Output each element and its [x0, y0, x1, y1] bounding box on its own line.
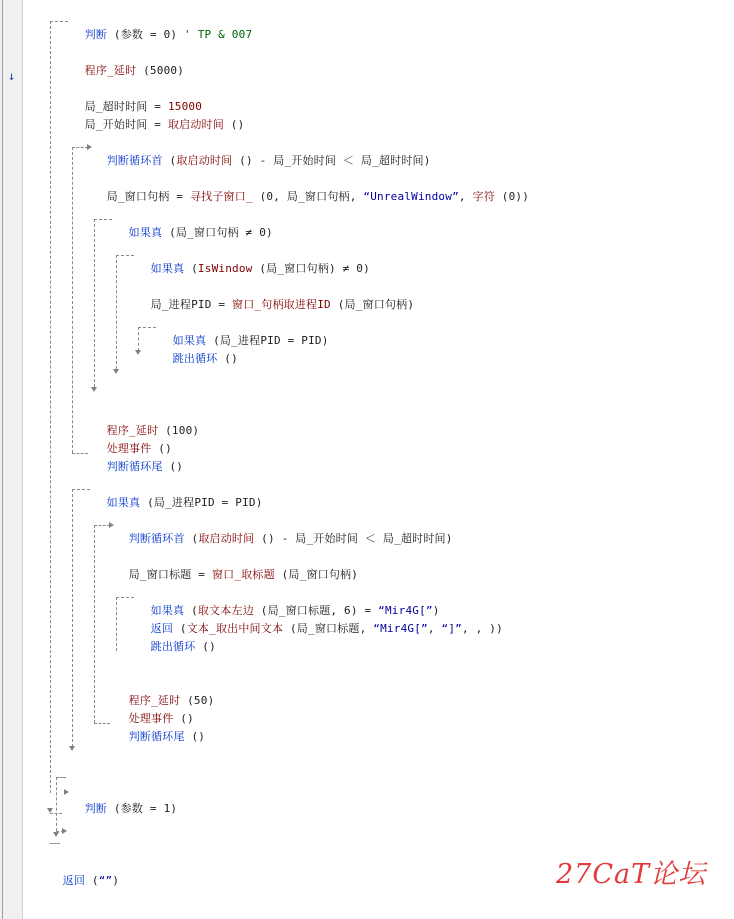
code-line-process-events[interactable]: [115, 698, 194, 725]
code-line-timeout-assign[interactable]: [71, 86, 203, 113]
keyword: 判断循环尾: [106, 460, 163, 473]
code-line-if-pid-match[interactable]: [159, 320, 329, 347]
code-line-if-param-0[interactable]: [71, 14, 253, 41]
code-line-if-handle-nonzero[interactable]: [115, 212, 273, 239]
function-name: 取文本左边: [197, 604, 254, 617]
code-line-loop-head[interactable]: [115, 518, 453, 545]
function-name: 处理事件: [106, 442, 152, 455]
variable: 局_超时时间 =: [84, 100, 168, 113]
string-literal: “Mir4G[”: [378, 604, 433, 617]
keyword: 判断: [84, 28, 108, 41]
function-name: 窗口_句柄取进程ID: [232, 298, 331, 311]
triangle-down-icon[interactable]: [91, 387, 97, 392]
code-line-process-events[interactable]: [93, 428, 172, 455]
code-text: , , )): [462, 622, 503, 635]
code-text: () - 局_开始时间 ＜ 局_超时时间): [254, 532, 453, 545]
function-name: 文本_取出中间文本: [186, 622, 284, 635]
keyword: 如果真: [150, 604, 185, 617]
code-line-if-param-1[interactable]: [71, 788, 178, 815]
keyword: 判断循环尾: [128, 730, 185, 743]
code-text: (5000): [136, 64, 185, 77]
keyword: 如果真: [106, 496, 141, 509]
triangle-down-icon[interactable]: [47, 808, 53, 813]
watermark-logo: 27CaT论坛: [556, 859, 707, 890]
keyword: 跳出循环: [150, 640, 196, 653]
code-text: (参数 = 1): [107, 802, 178, 815]
keyword: 如果真: [150, 262, 185, 275]
code-text: ): [112, 874, 120, 887]
code-text: (0, 局_窗口句柄,: [252, 190, 364, 203]
code-text: (: [184, 262, 198, 275]
code-text: (: [173, 622, 187, 635]
triangle-down-icon[interactable]: [53, 832, 59, 837]
code-text: (: [184, 532, 199, 545]
function-name: 程序_延时: [84, 64, 137, 77]
code-text: () - 局_开始时间 ＜ 局_超时时间): [232, 154, 431, 167]
function-name: 程序_延时: [106, 424, 159, 437]
comment: ' TP & 007: [184, 28, 253, 41]
triangle-right-icon[interactable]: [87, 144, 92, 150]
keyword: 返回: [62, 874, 86, 887]
function-name: 处理事件: [128, 712, 174, 725]
keyword: 如果真: [128, 226, 163, 239]
triangle-right-icon[interactable]: [109, 522, 114, 528]
code-line-get-title[interactable]: [115, 554, 359, 581]
down-arrow-icon[interactable]: ↓: [8, 69, 16, 83]
string-literal: “]”: [441, 622, 462, 635]
string-literal: “UnrealWindow”: [363, 190, 459, 203]
code-text: (): [173, 712, 194, 725]
code-line-start-time-assign[interactable]: [71, 104, 245, 131]
code-text: (局_进程PID = PID): [206, 334, 329, 347]
code-line-loop-tail[interactable]: [93, 446, 184, 473]
code-text: (局_窗口句柄 ≠ 0): [162, 226, 273, 239]
code-text: (参数 = 0): [107, 28, 185, 41]
triangle-down-icon[interactable]: [113, 369, 119, 374]
code-text: (局_窗口标题, 6) =: [253, 604, 379, 617]
code-line-delay-5000[interactable]: [71, 50, 185, 77]
code-line-return-empty[interactable]: [49, 860, 120, 887]
string-literal: “Mir4G[”: [373, 622, 428, 635]
triangle-right-icon[interactable]: [62, 828, 67, 834]
code-text: (局_窗口句柄): [274, 568, 359, 581]
code-text: (): [151, 442, 172, 455]
code-text: ): [432, 604, 440, 617]
code-text: (: [162, 154, 177, 167]
code-line-break-loop[interactable]: [159, 338, 238, 365]
code-text: (): [184, 730, 206, 743]
function-name: 取启动时间: [167, 118, 224, 131]
keyword: 如果真: [172, 334, 207, 347]
code-text: (100): [158, 424, 200, 437]
code-text: (): [162, 460, 184, 473]
keyword: 跳出循环: [172, 352, 218, 365]
code-line-loop-head[interactable]: [93, 140, 431, 167]
code-line-break-loop[interactable]: [137, 626, 216, 653]
code-text: (: [85, 874, 99, 887]
code-text: ,: [427, 622, 442, 635]
keyword: 返回: [150, 622, 174, 635]
code-line-loop-tail[interactable]: [115, 716, 206, 743]
code-text: (): [195, 640, 216, 653]
keyword: 判断循环首: [106, 154, 163, 167]
function-name: 程序_延时: [128, 694, 181, 707]
function-name: 字符: [472, 190, 495, 203]
editor-gutter[interactable]: [0, 0, 23, 919]
code-text: (0)): [494, 190, 530, 203]
triangle-down-icon[interactable]: [135, 350, 141, 355]
variable: 局_开始时间 =: [84, 118, 168, 131]
code-text: (局_进程PID = PID): [140, 496, 263, 509]
code-text: (): [223, 118, 245, 131]
keyword: 判断循环首: [128, 532, 185, 545]
code-text: (局_窗口句柄): [330, 298, 415, 311]
string-literal: “”: [98, 874, 113, 887]
code-line-if-pid-match[interactable]: [93, 482, 263, 509]
code-line-return-middle-text[interactable]: [137, 608, 503, 635]
function-name: 取启动时间: [198, 532, 255, 545]
variable: 局_窗口句柄 =: [106, 190, 190, 203]
code-line-if-iswindow[interactable]: [137, 248, 370, 275]
gutter-border: [2, 0, 3, 919]
code-line-delay-50[interactable]: [115, 680, 215, 707]
function-name: 寻找子窗口_: [189, 190, 253, 203]
code-text: ,: [458, 190, 473, 203]
code-line-delay-100[interactable]: [93, 410, 200, 437]
triangle-right-icon[interactable]: [64, 789, 69, 795]
code-text: (: [184, 604, 198, 617]
code-line-find-child-window[interactable]: [93, 176, 530, 203]
literal: 15000: [167, 100, 203, 113]
code-line-if-title-prefix[interactable]: [137, 590, 440, 617]
keyword: 判断: [84, 802, 108, 815]
code-text: (): [217, 352, 238, 365]
triangle-down-icon[interactable]: [69, 746, 75, 751]
code-text: (局_窗口句柄) ≠ 0): [252, 262, 370, 275]
variable: 局_窗口标题 =: [128, 568, 212, 581]
function-name: IsWindow: [197, 262, 253, 275]
function-name: 窗口_取标题: [211, 568, 275, 581]
code-text: (50): [180, 694, 215, 707]
variable: 局_进程PID =: [150, 298, 233, 311]
code-line-get-pid[interactable]: [137, 284, 415, 311]
function-name: 取启动时间: [176, 154, 233, 167]
code-text: (局_窗口标题,: [283, 622, 374, 635]
